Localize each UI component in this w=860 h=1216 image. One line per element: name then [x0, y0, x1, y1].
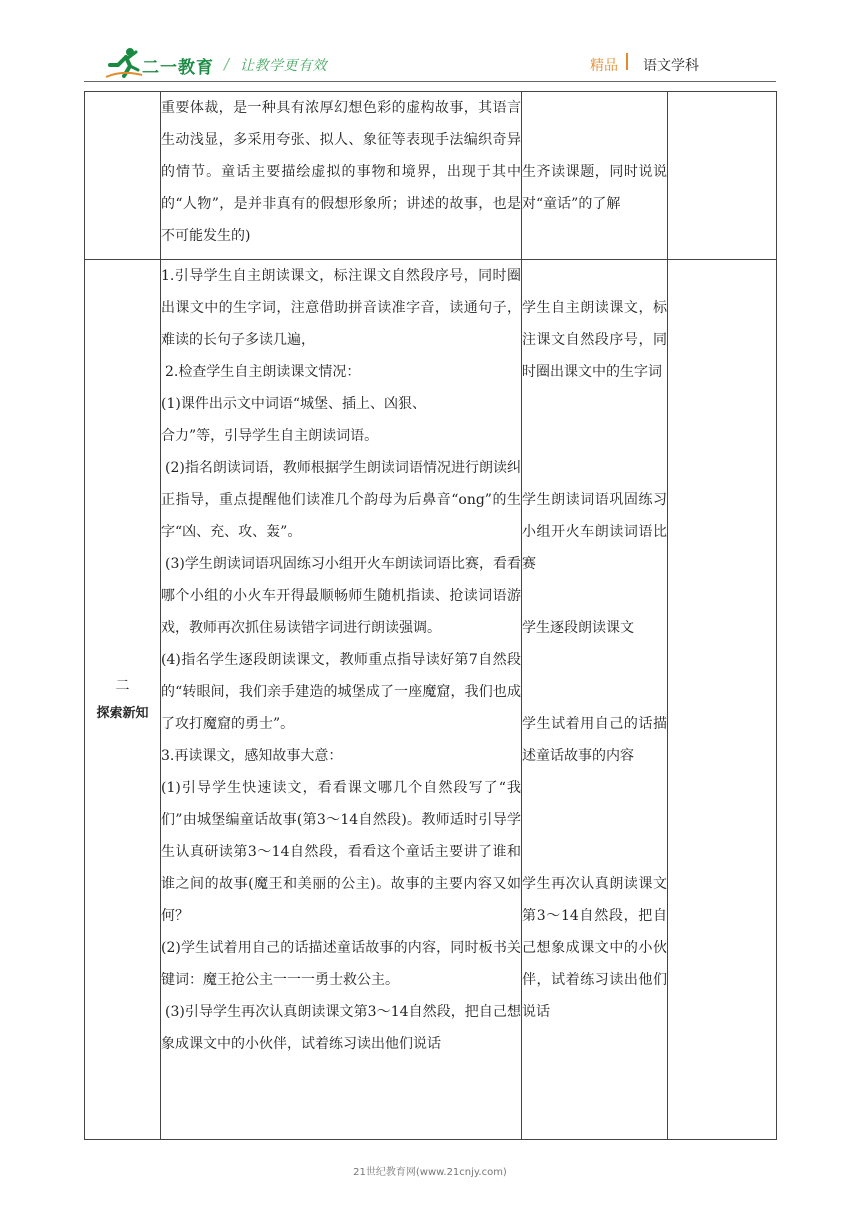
lesson-table [84, 91, 777, 1140]
page-header [0, 0, 860, 92]
logo [104, 46, 214, 80]
teacher-step: (1)课件出示文中词语“城堡、插上、凶狠、 [161, 396, 426, 412]
teacher-step: 2.检查学生自主朗读课文情况： [165, 364, 361, 380]
header-divider [626, 53, 628, 70]
subject-label: 语文学科 [643, 58, 699, 74]
student-text: 生齐读课题，同时说说对“童话”的了解 [522, 164, 667, 212]
student-activity-cell [522, 92, 668, 260]
teacher-text: 重要体裁，是一种具有浓厚幻想色彩的虚构故事，其语言生动浅显，多采用夸张、拟人、象征等表现手法编织奇异的情节。童话主要描绘虚拟的事物和境界，出现于其中的“人物”，是并非真有的假想形象所；讲述的故事，也是不可能发生的) [161, 100, 521, 244]
logo-text: 二一教育 [142, 58, 214, 78]
teacher-step: 3.再读课文，感知故事大意： [161, 748, 343, 764]
teacher-activity-cell [161, 260, 522, 1140]
table-row [85, 92, 777, 260]
runner-logo-icon [104, 46, 144, 80]
student-activity-cell [522, 260, 668, 1140]
student-step: 学生试着用自己的话描述童话故事的内容 [522, 716, 667, 764]
stage-number: 二 [115, 677, 130, 694]
slogan: 让教学更有效 [240, 58, 327, 74]
teacher-step: (3)引导学生再次认真朗读课文第3～14自然段，把自己想象成课文中的小伙伴，试着练习读出他们说话 [161, 1004, 521, 1052]
teacher-step: (1)引导学生快速读文，看看课文哪几个自然段写了“我们”由城堡编童话故事(第3～14自然段)。教师适时引导学生认真研读第3～14自然段，看看这个童话主要讲了谁和谁之间的故事(魔王和美丽的公主)。故事的主要内容又如何？ [161, 780, 521, 924]
teacher-activity-cell [161, 92, 522, 260]
student-step: 学生自主朗读课文，标注课文自然段序号，同时圈出课文中的生字词 [522, 300, 667, 380]
slogan-separator: / [224, 55, 230, 73]
student-step: 学生再次认真朗读课文第3～14自然段，把自己想象成课文中的小伙伴，试着练习读出他们说话 [522, 876, 667, 1020]
notes-cell [668, 260, 777, 1140]
page-footer: 21世纪教育网(www.21cnjy.com) [353, 1167, 507, 1178]
premium-label: 精品 [590, 58, 618, 74]
teacher-step: 1.引导学生自主朗读课文，标注课文自然段序号，同时圈出课文中的生字词，注意借助拼音读准字音，读通句子，难读的长句子多读几遍， [161, 268, 521, 348]
table-row [85, 260, 777, 1140]
teacher-step: (2)学生试着用自己的话描述童话故事的内容，同时板书关键词：魔王抢公主一一一勇士救公主。 [161, 940, 521, 988]
teacher-step: 合力”等，引导学生自主朗读词语。 [161, 428, 379, 444]
teacher-step: (2)指名朗读词语，教师根据学生朗读词语情况进行朗读纠正指导，重点提醒他们读准几个韵母为后鼻音“ong”的生字“凶、充、攻、轰”。 [161, 460, 521, 540]
header-rule [84, 81, 776, 82]
stage-cell [85, 260, 161, 1140]
stage-name: 探索新知 [96, 705, 149, 721]
notes-cell [668, 92, 777, 260]
student-step: 学生逐段朗读课文 [522, 620, 634, 636]
student-step: 学生朗读词语巩固练习小组开火车朗读词语比赛 [522, 492, 667, 572]
teacher-step: (3)学生朗读词语巩固练习小组开火车朗读词语比赛，看看哪个小组的小火车开得最顺畅师生随机指读、抢读词语游戏，教师再次抓住易读错字词进行朗读强调。 [161, 556, 521, 636]
teacher-step: (4)指名学生逐段朗读课文，教师重点指导读好第7自然段的“转眼间，我们亲手建造的城堡成了一座魔窟，我们也成了攻打魔窟的勇士”。 [161, 652, 521, 732]
stage-cell [85, 92, 161, 260]
